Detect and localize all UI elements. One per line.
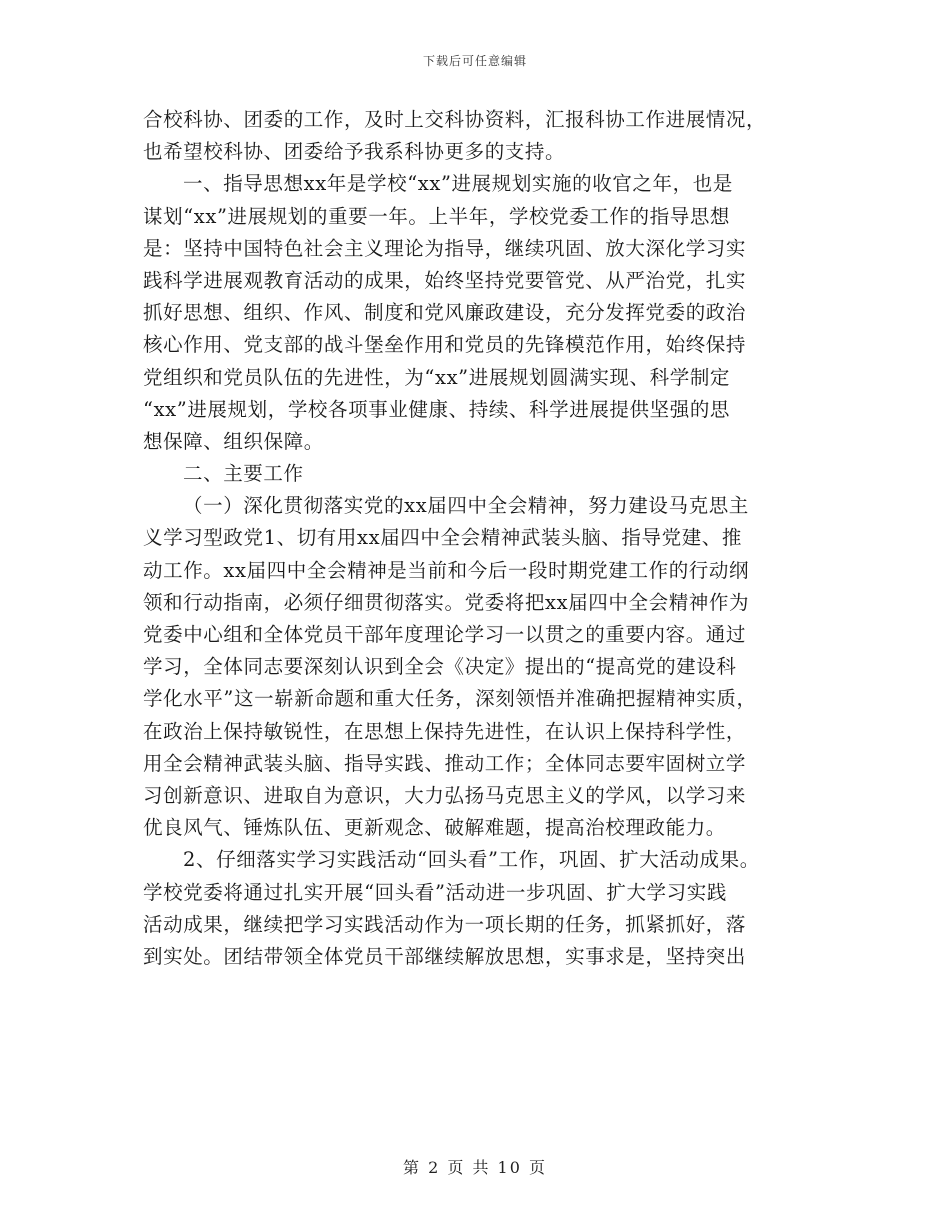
text-line: 义学习型政党1、切有用xx届四中全会精神武装头脑、指导党建、推 bbox=[143, 526, 743, 550]
text-line: 用全会精神武装头脑、指导实践、推动工作；全体同志要牢固树立学 bbox=[143, 751, 747, 775]
text-line: 习创新意识、进取自为意识，大力弘扬马克思主义的学风，以学习来 bbox=[143, 783, 747, 807]
text-line: 领和行动指南，必须仔细贯彻落实。党委将把xx届四中全会精神作为 bbox=[143, 590, 750, 614]
text-line: 优良风气、锤炼队伍、更新观念、破解难题，提高治校理政能力。 bbox=[143, 816, 726, 840]
document-body bbox=[143, 104, 823, 973]
text-line: 党组织和党员队伍的先进性，为“xx”进展规划圆满实现、科学制定 bbox=[143, 365, 731, 389]
text-line: 学校党委将通过扎实开展“回头看”活动进一步巩固、扩大学习实践 bbox=[143, 880, 727, 904]
text-line: 2、仔细落实学习实践活动“回头看”工作，巩固、扩大活动成果。 bbox=[183, 848, 760, 872]
text-line: 想保障、组织保障。 bbox=[143, 429, 324, 453]
text-line: 到实处。团结带领全体党员干部继续解放思想，实事求是，坚持突出 bbox=[143, 944, 747, 968]
page-footer: 第 2 页 共 10 页 bbox=[403, 1158, 547, 1177]
text-line: “xx”进展规划，学校各项事业健康、持续、科学进展提供坚强的思 bbox=[143, 397, 731, 421]
text-line: 党委中心组和全体党员干部年度理论学习一以贯之的重要内容。通过 bbox=[143, 623, 747, 646]
text-line: 动工作。xx届四中全会精神是当前和今后一段时期党建工作的行动纲 bbox=[143, 558, 750, 582]
text-line: 是：坚持中国特色社会主义理论为指导，继续巩固、放大深化学习实 bbox=[143, 236, 747, 260]
text-line: 谋划“xx”进展规划的重要一年。上半年，学校党委工作的指导思想 bbox=[143, 204, 731, 228]
text-line: （一）深化贯彻落实党的xx届四中全会精神，努力建设马克思主 bbox=[183, 494, 749, 518]
text-line: 活动成果，继续把学习实践活动作为一项长期的任务，抓紧抓好，落 bbox=[143, 912, 747, 936]
text-line: 核心作用、党支部的战斗堡垒作用和党员的先锋模范作用，始终保持 bbox=[143, 333, 747, 357]
text-line: 二、主要工作 bbox=[183, 462, 304, 486]
text-line: 在政治上保持敏锐性，在思想上保持先进性，在认识上保持科学性， bbox=[143, 719, 747, 743]
text-line: 学化水平”这一崭新命题和重大任务，深刻领悟并准确把握精神实质， bbox=[143, 687, 757, 711]
text-line: 学习，全体同志要深刻认识到全会《决定》提出的“提高党的建设科 bbox=[143, 655, 737, 679]
text-line: 也希望校科协、团委给予我系科协更多的支持。 bbox=[143, 140, 566, 164]
text-line: 抓好思想、组织、作风、制度和党风廉政建设，充分发挥党委的政治 bbox=[143, 301, 747, 325]
text-line: 一、指导思想xx年是学校“xx”进展规划实施的收官之年，也是 bbox=[183, 172, 733, 196]
text-line: 践科学进展观教育活动的成果，始终坚持党要管党、从严治党，扎实 bbox=[143, 268, 747, 292]
text-line: 合校科协、团委的工作，及时上交科协资料，汇报科协工作进展情况， bbox=[143, 108, 767, 131]
page-header: 下载后可任意编辑 bbox=[422, 54, 527, 68]
